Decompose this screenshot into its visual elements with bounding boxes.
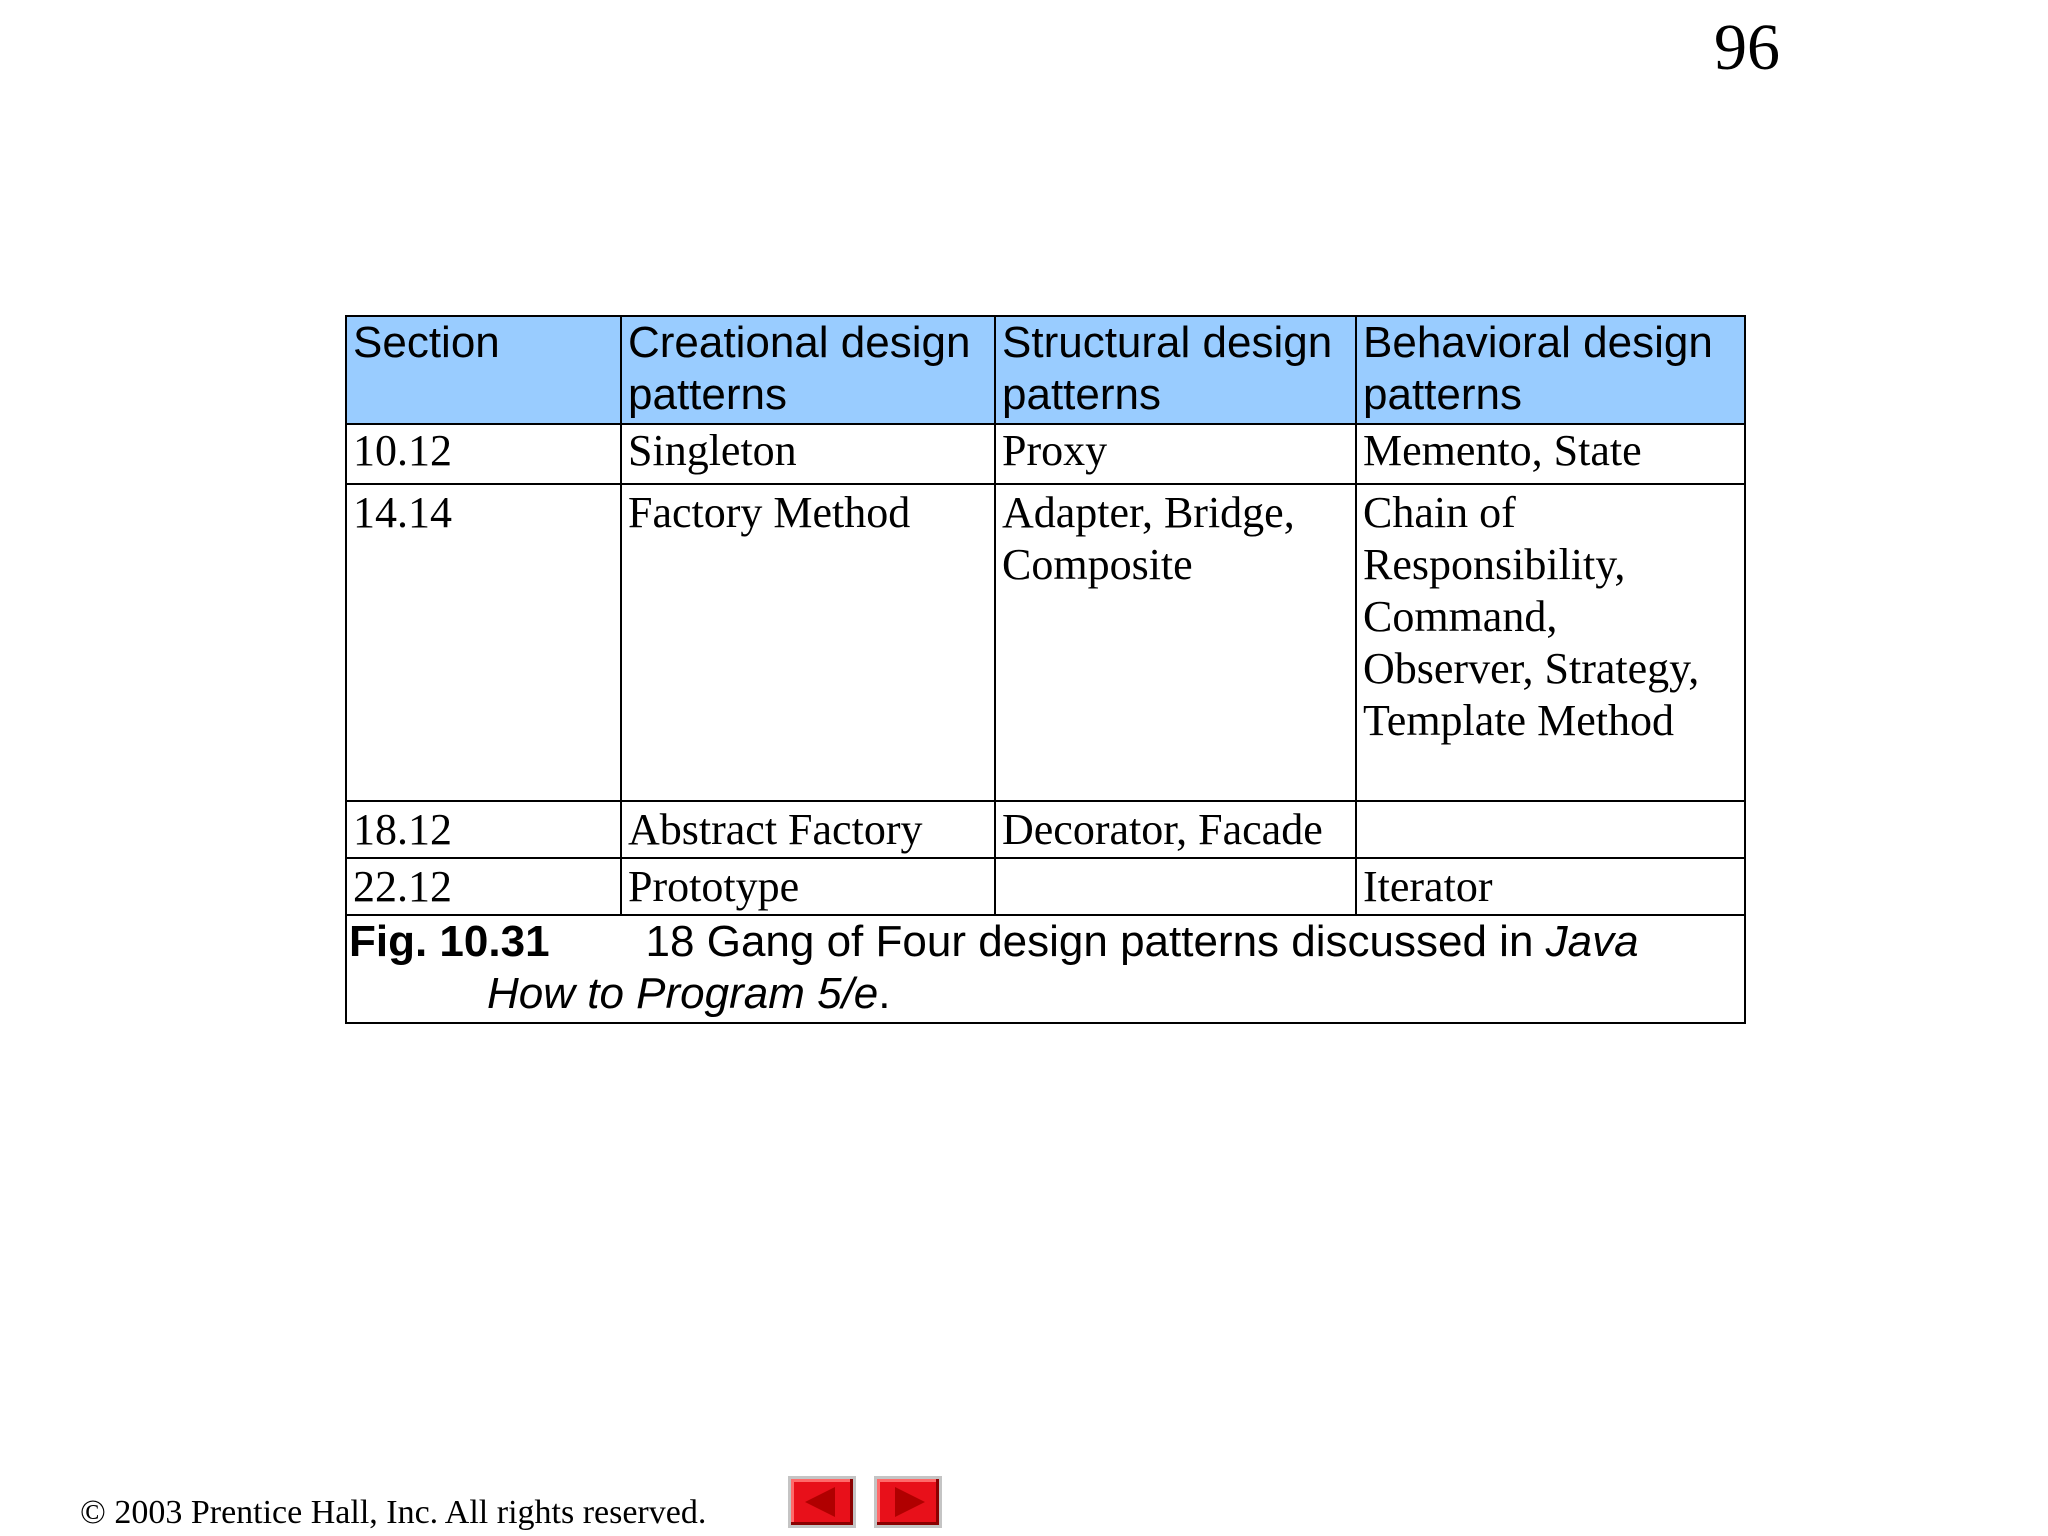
next-slide-button[interactable] <box>874 1476 942 1528</box>
cell-section: 22.12 <box>346 858 621 915</box>
book-title-part1: Java <box>1545 917 1639 966</box>
caption-period: . <box>878 969 891 1018</box>
cell-section: 14.14 <box>346 484 621 801</box>
header-creational: Creational design patterns <box>621 316 995 424</box>
caption-text: 18 Gang of Four design patterns discussed in <box>645 917 1546 966</box>
cell-behavioral: Iterator <box>1356 858 1745 915</box>
header-behavioral: Behavioral design patterns <box>1356 316 1745 424</box>
design-patterns-table <box>345 315 1746 1024</box>
cell-creational: Singleton <box>621 424 995 484</box>
cell-behavioral: Memento, State <box>1356 424 1745 484</box>
table-header-row <box>346 316 1745 424</box>
cell-structural <box>995 858 1356 915</box>
cell-structural: Adapter, Bridge, Composite <box>995 484 1356 801</box>
previous-slide-button[interactable] <box>788 1476 856 1528</box>
table-row <box>346 858 1745 915</box>
cell-behavioral: Chain of Responsibility, Command, Observer, Strategy, Template Method <box>1356 484 1745 801</box>
cell-creational: Abstract Factory <box>621 801 995 858</box>
book-title-part2: How to Program 5/e <box>487 969 879 1018</box>
table-row <box>346 484 1745 801</box>
cell-creational: Prototype <box>621 858 995 915</box>
header-structural: Structural design patterns <box>995 316 1356 424</box>
cell-structural: Proxy <box>995 424 1356 484</box>
table-row <box>346 801 1745 858</box>
previous-arrow-icon <box>791 1479 853 1525</box>
table-row <box>346 424 1745 484</box>
page-number: 96 <box>1714 11 1780 84</box>
figure-caption <box>346 915 1745 1023</box>
header-section: Section <box>346 316 621 424</box>
caption-row <box>346 915 1745 1023</box>
cell-structural: Decorator, Facade <box>995 801 1356 858</box>
copyright-notice: © 2003 Prentice Hall, Inc. All rights reserved. <box>80 1494 707 1531</box>
next-arrow-icon <box>877 1479 939 1525</box>
figure-label: Fig. 10.31 <box>349 917 550 966</box>
cell-section: 10.12 <box>346 424 621 484</box>
cell-behavioral <box>1356 801 1745 858</box>
cell-section: 18.12 <box>346 801 621 858</box>
cell-creational: Factory Method <box>621 484 995 801</box>
